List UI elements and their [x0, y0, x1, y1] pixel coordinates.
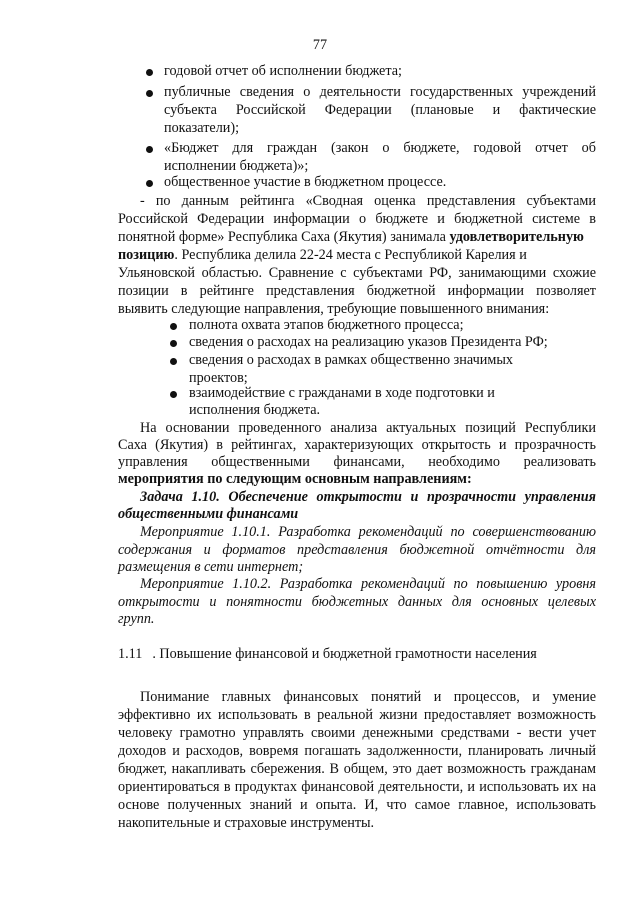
task-title-continuation: общественными финансами — [118, 506, 299, 522]
paragraph-line: бюджет, накапливать сбережения. В общем, это дает возможность гражданам — [118, 761, 596, 777]
bullet-icon — [146, 69, 153, 76]
paragraph-line: эффективно их использовать в реальной жизни предоставляет возможность — [118, 707, 596, 723]
emphasis-text: удовлетворительную — [449, 229, 584, 245]
bullet-icon — [170, 391, 177, 398]
paragraph-line — [118, 246, 527, 264]
paragraph-text: . Республика делила 22-24 места с Республикой Карелия и — [174, 247, 527, 263]
paragraph-line: основе полученных знаний и опыта. И, что самое главное, использовать — [118, 797, 596, 813]
paragraph-line: мероприятия по следующим основным направлениям: — [118, 471, 472, 487]
list-item: взаимодействие с гражданами в ходе подготовки и — [189, 385, 495, 401]
list-item: полнота охвата этапов бюджетного процесса; — [189, 317, 464, 333]
paragraph-line: доходов и расходов, вовремя погашать задолженности, планировать личный — [118, 743, 596, 759]
measure-line: Мероприятие 1.10.1. Разработка рекомендаций по совершенствованию — [140, 524, 596, 540]
list-item-continuation: исполнении бюджета)»; — [164, 158, 309, 174]
bullet-icon — [170, 340, 177, 347]
bullet-icon — [146, 180, 153, 187]
measure-line: открытости и понятности бюджетных данных для основных целевых — [118, 594, 596, 610]
page-number: 77 — [312, 37, 328, 53]
section-number: 1.11 — [118, 646, 143, 662]
measure-line: групп. — [118, 611, 155, 627]
paragraph-line: Понимание главных финансовых понятий и процессов, и умение — [140, 689, 596, 705]
paragraph-line: управления общественными финансами, необходимо реализовать — [118, 454, 596, 470]
emphasis-text: позицию — [118, 247, 175, 263]
bullet-icon — [170, 358, 177, 365]
measure-line: Мероприятие 1.10.2. Разработка рекомендаций по повышению уровня — [140, 576, 596, 592]
paragraph-line — [118, 228, 584, 246]
section-heading — [118, 645, 537, 663]
paragraph-line: позиции в рейтинге представления бюджетной информации позволяет — [118, 283, 596, 299]
list-item-continuation: показатели); — [164, 120, 240, 136]
list-item: годовой отчет об исполнении бюджета; — [164, 63, 402, 79]
list-item: публичные сведения о деятельности государственных учреждений — [164, 84, 596, 100]
paragraph-line: Российской Федерации информации о бюджете и бюджетной системе в — [118, 211, 596, 227]
list-item-continuation: проектов; — [189, 370, 248, 386]
list-item-continuation: исполнения бюджета. — [189, 402, 321, 418]
paragraph-line: Саха (Якутия) в рейтингах, характеризующих открытость и прозрачность — [118, 437, 596, 453]
paragraph-line: Ульяновской областью. Сравнение с субъектами РФ, занимающими схожие — [118, 265, 596, 281]
paragraph-line: человеку грамотно управлять своими денежными средствами - вести учет — [118, 725, 596, 741]
paragraph-line: - по данным рейтинга «Сводная оценка представления субъектами — [140, 193, 596, 209]
task-title: Задача 1.10. Обеспечение открытости и прозрачности управления — [140, 489, 596, 505]
paragraph-line: накопительные и страховые инструменты. — [118, 815, 375, 831]
measure-line: содержания и форматов представления бюджетной отчётности для — [118, 542, 596, 558]
paragraph-text: понятной форме» Республика Саха (Якутия) занимала — [118, 229, 446, 245]
list-item-continuation: субъекта Российской Федерации (плановые и фактические — [164, 102, 596, 118]
bullet-icon — [146, 90, 153, 97]
section-title: . Повышение финансовой и бюджетной грамотности населения — [152, 646, 537, 662]
list-item: сведения о расходах на реализацию указов Президента РФ; — [189, 334, 548, 350]
bullet-icon — [146, 146, 153, 153]
paragraph-line: выявить следующие направления, требующие повышенного внимания: — [118, 301, 550, 317]
list-item: сведения о расходах в рамках общественно значимых — [189, 352, 513, 368]
list-item: «Бюджет для граждан (закон о бюджете, годовой отчет об — [164, 140, 596, 156]
bullet-icon — [170, 323, 177, 330]
paragraph-line: ориентироваться в продуктах финансовой деятельности, и использовать их на — [118, 779, 596, 795]
paragraph-line: На основании проведенного анализа актуальных позиций Республики — [140, 420, 596, 436]
measure-line: размещения в сети интернет; — [118, 559, 304, 575]
list-item: общественное участие в бюджетном процессе. — [164, 174, 447, 190]
